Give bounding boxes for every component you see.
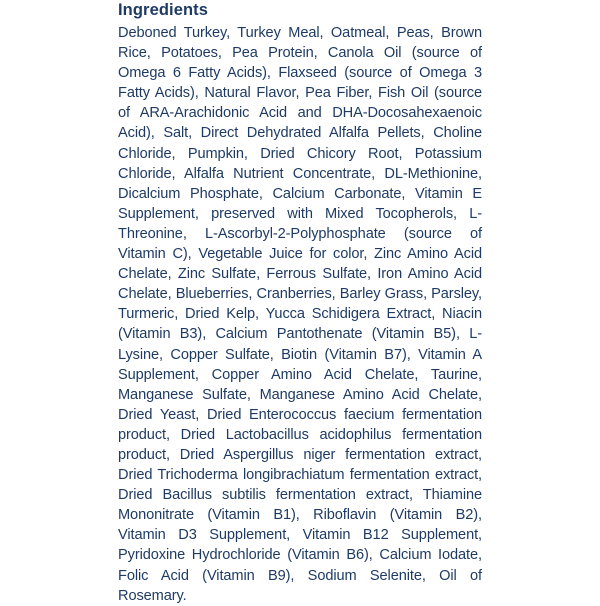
- ingredients-panel: [118, 0, 482, 604]
- ingredients-list: Deboned Turkey, Turkey Meal, Oatmeal, Peas, Brown Rice, Potatoes, Pea Protein, Canola Oil (source of Omega 6 Fatty Acids), Flaxseed (source of Omega 3 Fatty Acids), Natural Flavor, Pea Fiber, Fish Oil (source of ARA-Arachidonic Acid and DHA-Docosahexaenoic Acid), Salt, Direct Dehydrated Alfalfa Pellets, Choline Chloride, Pumpkin, Dried Chicory Root, Potassium Chloride, Alfalfa Nutrient Concentrate, DL-Methionine, Dicalcium Phosphate, Calcium Carbonate, Vitamin E Supplement, preserved with Mixed Tocopherols, L-Threonine, L-Ascorbyl-2-Polyphosphate (source of Vitamin C), Vegetable Juice for color, Zinc Amino Acid Chelate, Zinc Sulfate, Ferrous Sulfate, Iron Amino Acid Chelate, Blueberries, Cranberries, Barley Grass, Parsley, Turmeric, Dried Kelp, Yucca Schidigera Extract, Niacin (Vitamin B3), Calcium Pantothenate (Vitamin B5), L-Lysine, Copper Sulfate, Biotin (Vitamin B7), Vitamin A Supplement, Copper Amino Acid Chelate, Taurine, Manganese Sulfate, Manganese Amino Acid Chelate, Dried Yeast, Dried Enterococcus faecium fermentation product, Dried Lactobacillus acidophilus fermentation product, Dried Aspergillus niger fermentation extract, Dried Trichoderma longibrachiatum fermentation extract, Dried Bacillus subtilis fermentation extract, Thiamine Mononitrate (Vitamin B1), Riboflavin (Vitamin B2), Vitamin D3 Supplement, Vitamin B12 Supplement, Pyridoxine Hydrochloride (Vitamin B6), Calcium Iodate, Folic Acid (Vitamin B9), Sodium Selenite, Oil of Rosemary.: [118, 25, 482, 604]
- ingredients-heading: Ingredients: [118, 1, 209, 19]
